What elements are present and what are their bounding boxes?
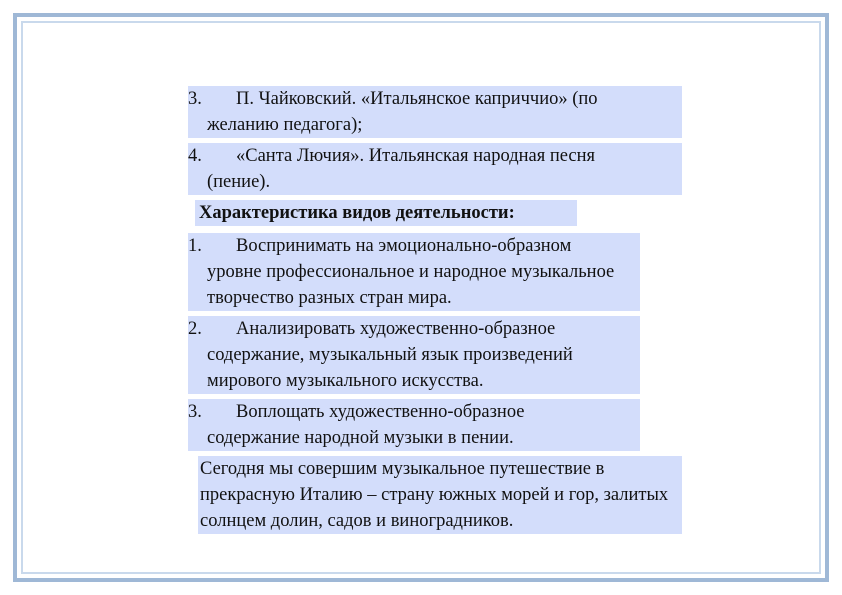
list-item bbox=[188, 233, 640, 311]
activities-list bbox=[188, 233, 682, 451]
list-item-number: 3. bbox=[188, 89, 202, 109]
list-item-rest: желанию педагога); bbox=[207, 115, 363, 135]
list-item-number: 3. bbox=[188, 402, 202, 422]
repertoire-list bbox=[188, 86, 682, 195]
list-item bbox=[188, 399, 640, 451]
list-item-rest: уровне профессиональное и народное музыкальное творчество разных стран мира. bbox=[207, 262, 615, 308]
list-item-first-line: Анализировать художественно-образное bbox=[236, 319, 556, 339]
list-item-number: 1. bbox=[188, 236, 202, 256]
list-item-rest: содержание народной музыки в пении. bbox=[207, 428, 514, 448]
list-item-first-line: Воплощать художественно-образное bbox=[236, 402, 525, 422]
slide-content bbox=[188, 86, 682, 534]
list-item bbox=[188, 143, 682, 195]
list-item-first-line: Воспринимать на эмоционально-образном bbox=[236, 236, 572, 256]
list-item-first-line: «Санта Лючия». Итальянская народная песня bbox=[236, 146, 596, 166]
list-item-rest: содержание, музыкальный язык произведений мирового музыкального искусства. bbox=[207, 345, 573, 391]
list-item-number: 2. bbox=[188, 319, 202, 339]
list-item bbox=[188, 86, 682, 138]
list-item bbox=[188, 316, 640, 394]
list-item-rest: (пение). bbox=[207, 172, 271, 192]
closing-paragraph: Сегодня мы совершим музыкальное путешествие в прекрасную Италию – страну южных морей и гор, залитых солнцем долин, садов и виноградников. bbox=[198, 456, 682, 534]
list-item-number: 4. bbox=[188, 146, 202, 166]
list-item-first-line: П. Чайковский. «Итальянское каприччио» (по bbox=[236, 89, 598, 109]
activities-heading: Характеристика видов деятельности: bbox=[195, 200, 577, 226]
